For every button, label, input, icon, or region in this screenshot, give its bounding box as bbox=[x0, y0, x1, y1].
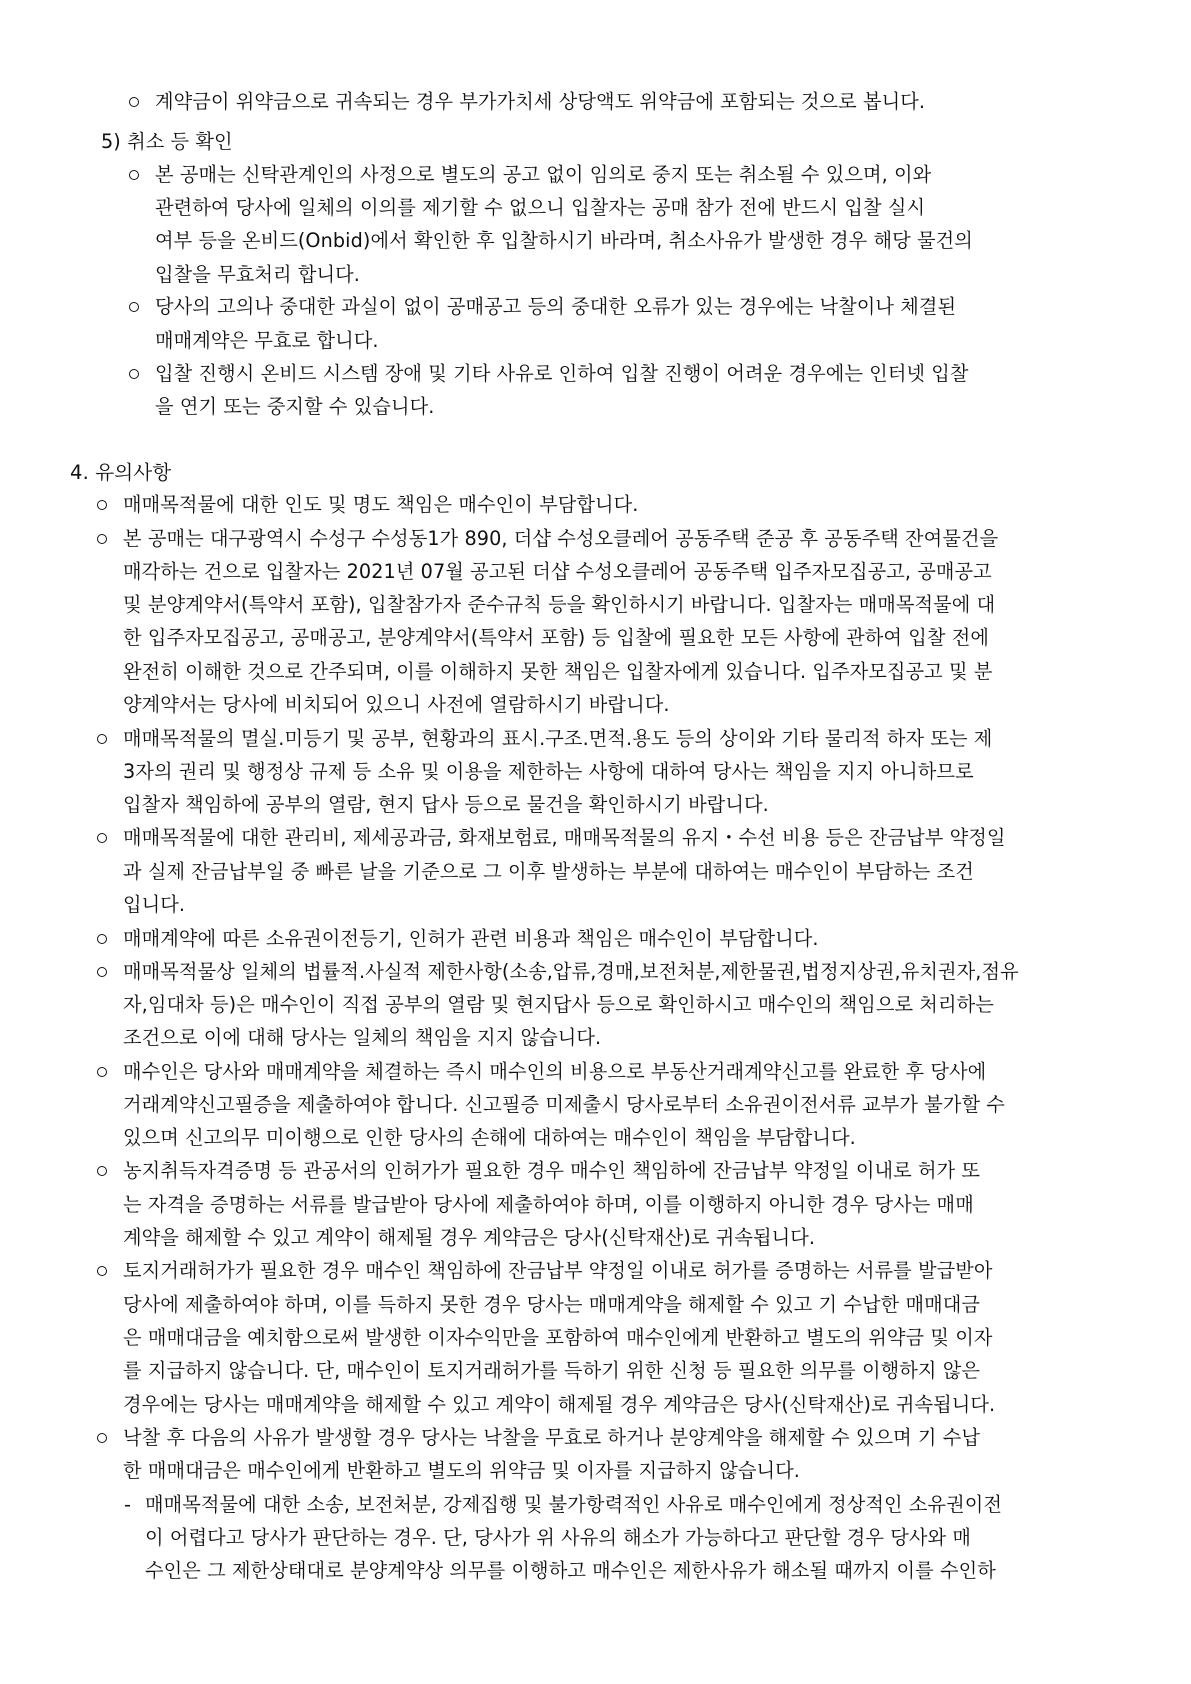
note-item-5: 매매계약에 따른 소유권이전등기, 인허가 관련 비용과 책임은 매수인이 부담합니다. bbox=[123, 927, 819, 950]
bullet-icon bbox=[97, 967, 107, 977]
note-item-6-line-3: 조건으로 이에 대해 당사는 일체의 책임을 지지 않습니다. bbox=[123, 1026, 602, 1049]
bullet-icon bbox=[97, 1166, 107, 1176]
dash-item-line-1: 매매목적물에 대한 소송, 보전처분, 강제집행 및 불가항력적인 사유로 매수인에게 정상적인 소유권이전 bbox=[145, 1493, 1003, 1516]
note-item-2-line-5: 완전히 이해한 것으로 간주되며, 이를 이해하지 못한 책임은 입찰자에게 있습니다. 입주자모집공고 및 분 bbox=[123, 660, 993, 683]
note-item-7-line-2: 거래계약신고필증을 제출하여야 합니다. 신고필증 미제출시 당사로부터 소유권이전서류 교부가 불가할 수 bbox=[123, 1093, 1005, 1116]
note-item-9-line-5: 경우에는 당사는 매매계약을 해제할 수 있고 계약이 해제될 경우 계약금은 당사(신탁재산)로 귀속됩니다. bbox=[123, 1393, 996, 1416]
note-item-8-line-2: 는 자격을 증명하는 서류를 발급받아 당사에 제출하여야 하며, 이를 이행하지 아니한 경우 당사는 매매 bbox=[123, 1193, 974, 1216]
bullet-icon bbox=[97, 1433, 107, 1443]
cancel-item-3-line-1: 입찰 진행시 온비드 시스템 장애 및 기타 사유로 인하여 입찰 진행이 어려운 경우에는 인터넷 입찰 bbox=[155, 362, 969, 385]
cancel-item-2-line-2: 매매계약은 무효로 합니다. bbox=[155, 329, 379, 352]
section-title-notes: 4. 유의사항 bbox=[70, 461, 172, 484]
subsection-title-cancel: 5) 취소 등 확인 bbox=[101, 130, 233, 153]
deposit-penalty-item: 계약금이 위약금으로 귀속되는 경우 부가가치세 상당액도 위약금에 포함되는 것으로 봅니다. bbox=[155, 90, 926, 113]
note-item-3-line-1: 매매목적물의 멸실.미등기 및 공부, 현황과의 표시.구조.면적.용도 등의 상이와 기타 물리적 하자 또는 제 bbox=[123, 727, 993, 750]
dash-marker: - bbox=[124, 1493, 131, 1516]
bullet-icon bbox=[97, 833, 107, 843]
note-item-4-line-1: 매매목적물에 대한 관리비, 제세공과금, 화재보험료, 매매목적물의 유지・수선 비용 등은 잔금납부 약정일 bbox=[123, 826, 1006, 849]
note-item-2-line-2: 매각하는 건으로 입찰자는 2021년 07월 공고된 더샵 수성오클레어 공동주택 입주자모집공고, 공매공고 bbox=[123, 560, 992, 583]
note-item-2-line-4: 한 입주자모집공고, 공매공고, 분양계약서(특약서 포함) 등 입찰에 필요한 모든 사항에 관하여 입찰 전에 bbox=[123, 626, 989, 649]
note-item-9-line-2: 당사에 제출하여야 하며, 이를 득하지 못한 경우 당사는 매매계약을 해제할 수 있고 기 수납한 매매대금 bbox=[123, 1293, 981, 1316]
note-item-7-line-1: 매수인은 당사와 매매계약을 체결하는 즉시 매수인의 비용으로 부동산거래계약신고를 완료한 후 당사에 bbox=[123, 1060, 987, 1083]
note-item-9-line-1: 토지거래허가가 필요한 경우 매수인 책임하에 잔금납부 약정일 이내로 허가를 증명하는 서류를 발급받아 bbox=[123, 1259, 993, 1282]
bullet-icon bbox=[97, 1266, 107, 1276]
note-item-3-line-2: 3자의 권리 및 행정상 규제 등 소유 및 이용을 제한하는 사항에 대하여 당사는 책임을 지지 아니하므로 bbox=[123, 760, 974, 783]
bullet-icon bbox=[97, 534, 107, 544]
note-item-8-line-1: 농지취득자격증명 등 관공서의 인허가가 필요한 경우 매수인 책임하에 잔금납부 약정일 이내로 허가 또 bbox=[123, 1159, 981, 1182]
note-item-3-line-3: 입찰자 책임하에 공부의 열람, 현지 답사 등으로 물건을 확인하시기 바랍니다. bbox=[123, 793, 769, 816]
cancel-item-2-line-1: 당사의 고의나 중대한 과실이 없이 공매공고 등의 중대한 오류가 있는 경우에는 낙찰이나 체결된 bbox=[155, 295, 957, 318]
bullet-icon bbox=[97, 734, 107, 744]
note-item-6-line-2: 자,임대차 등)은 매수인이 직접 공부의 열람 및 현지답사 등으로 확인하시고 매수인의 책임으로 처리하는 bbox=[123, 993, 994, 1016]
bullet-icon bbox=[129, 170, 139, 180]
note-item-2-line-6: 양계약서는 당사에 비치되어 있으니 사전에 열람하시기 바랍니다. bbox=[123, 693, 670, 716]
note-item-4-line-2: 과 실제 잔금납부일 중 빠른 날을 기준으로 그 이후 발생하는 부분에 대하여는 매수인이 부담하는 조건 bbox=[123, 860, 974, 883]
note-item-1: 매매목적물에 대한 인도 및 명도 책임은 매수인이 부담합니다. bbox=[123, 493, 639, 516]
bullet-icon bbox=[97, 1067, 107, 1077]
bullet-icon bbox=[129, 369, 139, 379]
bullet-icon bbox=[97, 934, 107, 944]
dash-item-line-3: 수인은 그 제한상태대로 분양계약상 의무를 이행하고 매수인은 제한사유가 해소될 때까지 이를 수인하 bbox=[145, 1559, 996, 1582]
bullet-icon bbox=[129, 97, 139, 107]
note-item-2-line-1: 본 공매는 대구광역시 수성구 수성동1가 890, 더샵 수성오클레어 공동주택 준공 후 공동주택 잔여물건을 bbox=[123, 527, 999, 550]
note-item-10-line-2: 한 매매대금은 매수인에게 반환하고 별도의 위약금 및 이자를 지급하지 않습니다. bbox=[123, 1459, 800, 1482]
bullet-icon bbox=[97, 500, 107, 510]
cancel-item-1-line-3: 여부 등을 온비드(Onbid)에서 확인한 후 입찰하시기 바라며, 취소사유가 발생한 경우 해당 물건의 bbox=[155, 229, 973, 252]
note-item-6-line-1: 매매목적물상 일체의 법률적.사실적 제한사항(소송,압류,경매,보전처분,제한물권,법정지상권,유치권자,점유 bbox=[123, 960, 1019, 983]
cancel-item-1-line-1: 본 공매는 신탁관계인의 사정으로 별도의 공고 없이 임의로 중지 또는 취소될 수 있으며, 이와 bbox=[155, 163, 932, 186]
note-item-10-line-1: 낙찰 후 다음의 사유가 발생할 경우 당사는 낙찰을 무효로 하거나 분양계약을 해제할 수 있으며 기 수납 bbox=[123, 1426, 981, 1449]
note-item-8-line-3: 계약을 해제할 수 있고 계약이 해제될 경우 계약금은 당사(신탁재산)로 귀속됩니다. bbox=[123, 1226, 816, 1249]
cancel-item-3-line-2: 을 연기 또는 중지할 수 있습니다. bbox=[155, 395, 435, 418]
cancel-item-1-line-4: 입찰을 무효처리 합니다. bbox=[155, 263, 360, 286]
dash-item-line-2: 이 어렵다고 당사가 판단하는 경우. 단, 당사가 위 사유의 해소가 가능하다고 판단할 경우 당사와 매 bbox=[145, 1526, 971, 1549]
note-item-7-line-3: 있으며 신고의무 미이행으로 인한 당사의 손해에 대하여는 매수인이 책임을 부담합니다. bbox=[123, 1126, 856, 1149]
note-item-2-line-3: 및 분양계약서(특약서 포함), 입찰참가자 준수규칙 등을 확인하시기 바랍니다. 입찰자는 매매목적물에 대 bbox=[123, 593, 996, 616]
bullet-icon bbox=[129, 302, 139, 312]
cancel-item-1-line-2: 관련하여 당사에 일체의 이의를 제기할 수 없으니 입찰자는 공매 참가 전에 반드시 입찰 실시 bbox=[155, 196, 926, 219]
note-item-4-line-3: 입니다. bbox=[123, 893, 186, 916]
note-item-9-line-3: 은 매매대금을 예치함으로써 발생한 이자수익만을 포함하여 매수인에게 반환하고 별도의 위약금 및 이자 bbox=[123, 1326, 993, 1349]
note-item-9-line-4: 를 지급하지 않습니다. 단, 매수인이 토지거래허가를 득하기 위한 신청 등 필요한 의무를 이행하지 않은 bbox=[123, 1359, 981, 1382]
